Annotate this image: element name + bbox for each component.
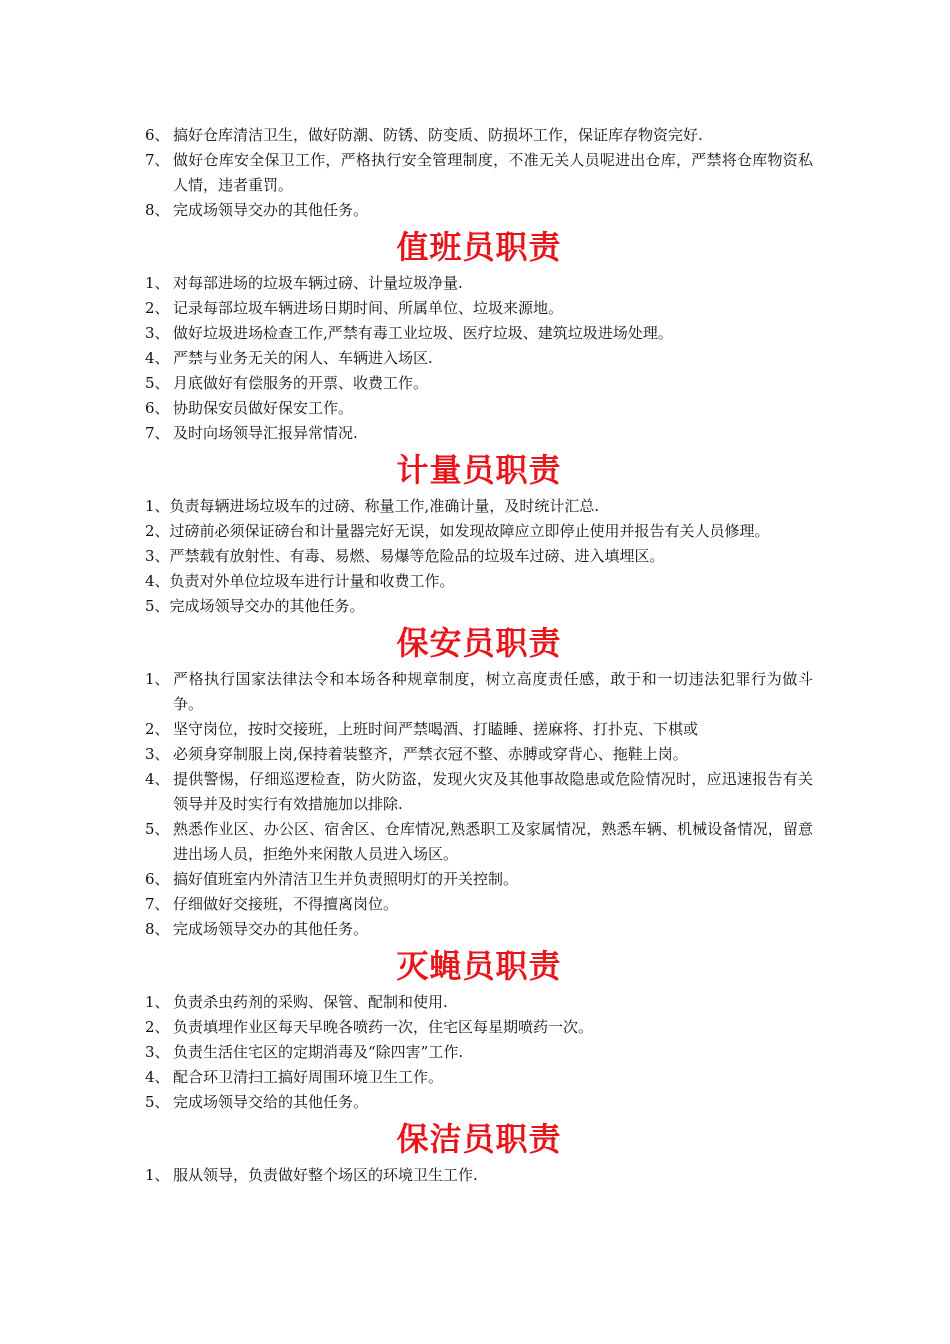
item-text: 对每部进场的垃圾车辆过磅、计量垃圾净量. [173,274,463,292]
list-item [145,742,813,767]
item-text: 及时向场领导汇报异常情况. [173,424,358,442]
item-text: 仔细做好交接班，不得擅离岗位。 [173,895,399,913]
item-number: 4、 [145,572,170,590]
item-text: 负责杀虫药剂的采购、保管、配制和使用. [173,993,448,1011]
item-text: 负责每辆进场垃圾车的过磅、称量工作,准确计量，及时统计汇总. [169,497,600,515]
item-text: 负责对外单位垃圾车进行计量和收费工作。 [169,572,455,590]
item-number: 5、 [145,374,170,392]
item-number: 1、 [145,497,170,515]
list-item [145,667,813,717]
item-number: 1、 [145,670,170,688]
item-number: 7、 [145,424,170,442]
list-item [145,421,813,446]
list-item [145,296,813,321]
item-number: 6、 [145,126,170,144]
item-number: 2、 [145,522,170,540]
section-title: 计量员职责 [396,451,562,489]
item-number: 1、 [145,1166,170,1184]
item-number: 4、 [145,770,170,788]
list-item [145,990,813,1015]
item-number: 3、 [145,745,170,763]
list-item [145,396,813,421]
list-item [145,594,813,619]
item-text: 做好仓库安全保卫工作，严格执行安全管理制度，不准无关人员呢进出仓库，严禁将仓库物资私人情，违者重罚。 [173,151,813,194]
list-item [145,569,813,594]
list-item [145,1065,813,1090]
section [145,619,813,942]
item-text: 记录每部垃圾车辆进场日期时间、所属单位、垃圾来源地。 [173,299,564,317]
item-number: 7、 [145,151,170,169]
item-text: 做好垃圾进场检查工作,严禁有毒工业垃圾、医疗垃圾、建筑垃圾进场处理。 [173,324,673,342]
list-item [145,767,813,817]
item-number: 5、 [145,1093,170,1111]
item-number: 6、 [145,870,170,888]
section-title: 保安员职责 [396,624,562,662]
section [145,223,813,446]
item-number: 1、 [145,274,170,292]
item-text: 搞好值班室内外清洁卫生并负责照明灯的开关控制。 [173,870,519,888]
list-item [145,892,813,917]
item-text: 熟悉作业区、办公区、宿舍区、仓库情况,熟悉职工及家属情况，熟悉车辆、机械设备情况，留意进出场人员，拒绝外来闲散人员进入场区。 [173,820,813,863]
item-number: 7、 [145,895,170,913]
item-text: 完成场领导交办的其他任务。 [173,920,369,938]
document-content [145,123,813,1188]
item-number: 3、 [145,324,170,342]
sections-container [145,223,813,1188]
item-text: 服从领导，负责做好整个场区的环境卫生工作. [173,1166,478,1184]
item-number: 2、 [145,299,170,317]
item-number: 4、 [145,1068,170,1086]
list-item [145,148,813,198]
list-item [145,123,813,148]
list-item [145,198,813,223]
item-number: 4、 [145,349,170,367]
item-number: 2、 [145,1018,170,1036]
item-text: 必须身穿制服上岗,保持着装整齐，严禁衣冠不整、赤膊或穿背心、拖鞋上岗。 [173,745,688,763]
item-text: 完成场领导交办的其他任务。 [169,597,365,615]
list-item [145,494,813,519]
section-title: 保洁员职责 [396,1120,562,1158]
list-item [145,817,813,867]
item-number: 1、 [145,993,170,1011]
item-number: 3、 [145,1043,170,1061]
item-number: 6、 [145,399,170,417]
item-text: 搞好仓库清洁卫生，做好防潮、防锈、防变质、防损坏工作，保证库存物资完好. [173,126,703,144]
item-number: 8、 [145,920,170,938]
list-item [145,917,813,942]
list-item [145,1090,813,1115]
item-text: 完成场领导交办的其他任务。 [173,201,369,219]
list-item [145,271,813,296]
list-item [145,1040,813,1065]
list-item [145,1163,813,1188]
item-text: 严禁与业务无关的闲人、车辆进入场区. [173,349,433,367]
list-item [145,867,813,892]
section [145,446,813,619]
list-item [145,519,813,544]
item-number: 2、 [145,720,170,738]
intro-list [145,123,813,223]
list-item [145,371,813,396]
item-text: 完成场领导交给的其他任务。 [173,1093,369,1111]
item-text: 严禁载有放射性、有毒、易燃、易爆等危险品的垃圾车过磅、进入填埋区。 [169,547,665,565]
item-text: 月底做好有偿服务的开票、收费工作。 [173,374,429,392]
list-item [145,544,813,569]
section [145,942,813,1115]
item-number: 3、 [145,547,170,565]
item-text: 负责填埋作业区每天早晚各喷药一次，住宅区每星期喷药一次。 [173,1018,594,1036]
item-text: 负责生活住宅区的定期消毒及“除四害”工作. [173,1043,464,1061]
list-item [145,1015,813,1040]
item-text: 过磅前必须保证磅台和计量器完好无误，如发现故障应立即停止使用并报告有关人员修理。 [169,522,770,540]
list-item [145,321,813,346]
section-title: 值班员职责 [396,228,562,266]
item-number: 5、 [145,820,170,838]
list-item [145,717,813,742]
item-text: 提供警惕，仔细巡逻检查，防火防盗，发现火灾及其他事故隐患或危险情况时，应迅速报告有关领导并及时实行有效措施加以排除. [173,770,813,813]
list-item [145,346,813,371]
section [145,1115,813,1188]
item-text: 配合环卫清扫工搞好周围环境卫生工作。 [173,1068,444,1086]
item-text: 严格执行国家法律法令和本场各种规章制度，树立高度责任感，敢于和一切违法犯罪行为做斗争。 [173,670,813,713]
item-number: 8、 [145,201,170,219]
item-text: 协助保安员做好保安工作。 [173,399,354,417]
section-title: 灭蝇员职责 [396,947,562,985]
item-text: 坚守岗位，按时交接班，上班时间严禁喝酒、打瞌睡、搓麻将、打扑克、下棋或 [173,720,699,738]
item-number: 5、 [145,597,170,615]
